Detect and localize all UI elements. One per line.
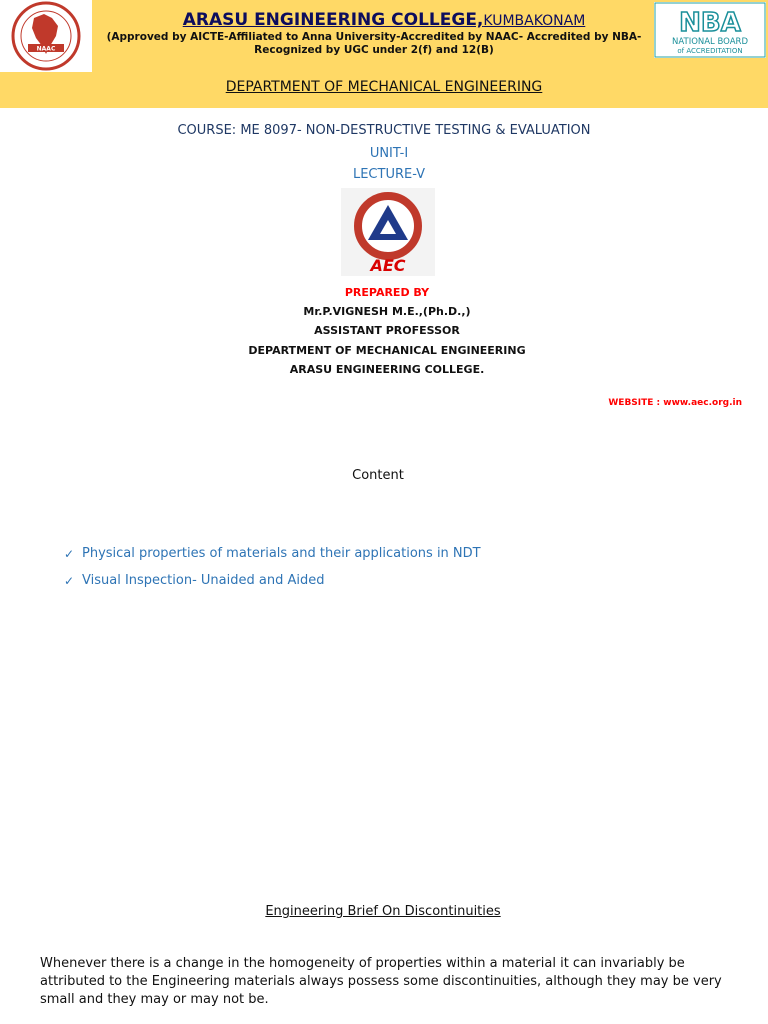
- course-title: COURSE: ME 8097- NON-DESTRUCTIVE TESTING & EVALUATION: [177, 123, 591, 138]
- list-item-text: Physical properties of materials and their applications in NDT: [82, 546, 481, 561]
- website-link[interactable]: WEBSITE : www.aec.org.in: [608, 398, 742, 408]
- svg-text:NBA: NBA: [679, 8, 741, 38]
- author-designation: ASSISTANT PROFESSOR: [314, 324, 460, 337]
- brief-paragraph: Whenever there is a change in the homogeneity of properties within a material it can invariably be attributed to the Engineering materials always possess some discontinuities, although they may be very small and they may or may not be.: [40, 956, 722, 1007]
- author-name: Mr.P.VIGNESH M.E.,(Ph.D.,): [303, 305, 471, 318]
- brief-heading: Engineering Brief On Discontinuities: [265, 904, 501, 919]
- list-item-text: Visual Inspection- Unaided and Aided: [82, 573, 325, 588]
- lecture-label: LECTURE-V: [352, 167, 426, 182]
- approval-line-2: Recognized by UGC under 2(f) and 12(B): [254, 44, 494, 56]
- author-college: ARASU ENGINEERING COLLEGE.: [289, 363, 485, 376]
- college-name-main: ARASU ENGINEERING COLLEGE,: [182, 10, 484, 30]
- list-item: [64, 572, 481, 599]
- aec-emblem-icon: [341, 188, 435, 276]
- prepared-by-label: PREPARED BY: [344, 286, 430, 299]
- svg-text:NATIONAL BOARD: NATIONAL BOARD: [671, 37, 749, 47]
- content-list: [64, 545, 481, 599]
- check-icon: ✓: [64, 574, 75, 588]
- list-item: [64, 545, 481, 572]
- content-heading: Content: [352, 468, 404, 483]
- department-title: DEPARTMENT OF MECHANICAL ENGINEERING: [225, 79, 543, 95]
- aec-logo: [341, 188, 435, 276]
- college-name: [0, 10, 768, 30]
- approval-text: [100, 31, 648, 57]
- approval-line-1: (Approved by AICTE-Affiliated to Anna University-Accredited by NAAC- Accredited by NBA-: [106, 31, 642, 43]
- college-city: KUMBAKONAM: [483, 13, 586, 29]
- svg-text:AEC: AEC: [370, 256, 406, 275]
- svg-text:of ACCREDITATION: of ACCREDITATION: [677, 47, 743, 55]
- check-icon: ✓: [64, 547, 75, 561]
- unit-label: UNIT-I: [369, 146, 409, 161]
- author-department: DEPARTMENT OF MECHANICAL ENGINEERING: [248, 344, 526, 357]
- svg-text:NAAC: NAAC: [36, 45, 56, 53]
